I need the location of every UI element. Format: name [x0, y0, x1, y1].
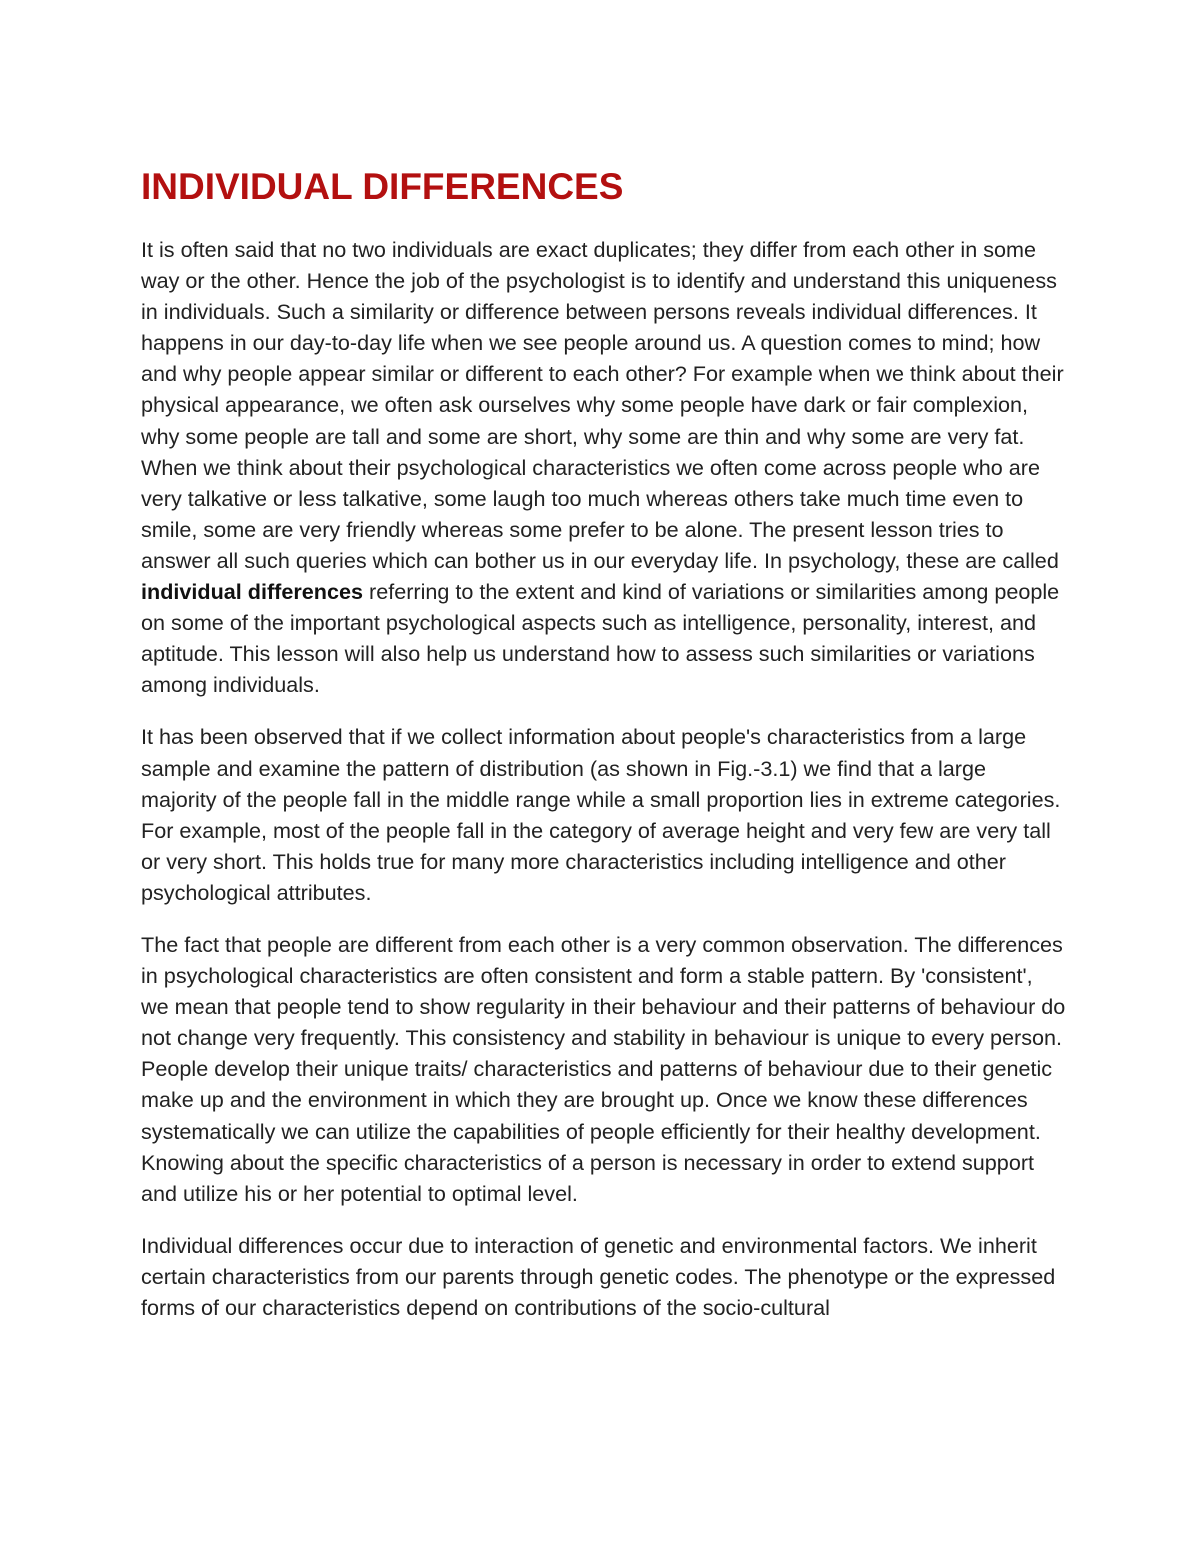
- paragraph-3: The fact that people are different from each other is a very common observation. The differences in psychological characteristics are often consistent and form a stable pattern. By 'consistent', we mean that people tend to show regularity in their behaviour and their patterns of behaviour do not change very frequently. This consistency and stability in behaviour is unique to every person. People develop their unique traits/ characteristics and patterns of behaviour due to their genetic make up and the environment in which they are brought up. Once we know these differences systematically we can utilize the capabilities of people efficiently for their healthy development. Knowing about the specific characteristics of a person is necessary in order to extend support and utilize his or her potential to optimal level.: [141, 931, 1066, 1206]
- paragraph-1-text-before: It is often said that no two individuals are exact duplicates; they differ from each other in some way or the other. Hence the job of the psychologist is to identify and understand this uniqueness in individuals. Such a similarity or difference between persons reveals individual differences. It happens in our day-to-day life when we see people around us. A question comes to mind; how and why people appear similar or different to each other? For example when we think about their physical appearance, we often ask ourselves why some people have dark or fair complexion, why some people are tall and some are short, why some are thin and why some are very fat. When we think about their psychological characteristics we often come across people who are very talkative or less talkative, some laugh too much whereas others take much time even to smile, some are very friendly whereas some prefer to be alone. The present lesson tries to answer all such queries which can bother us in our everyday life. In psychology, these are called: [141, 237, 1064, 573]
- paragraph-2: It has been observed that if we collect information about people's characteristics from a large sample and examine the pattern of distribution (as shown in Fig.-3.1) we find that a large majority of the people fall in the middle range while a small proportion lies in extreme categories. For example, most of the people fall in the category of average height and very few are very tall or very short. This holds true for many more characteristics including intelligence and other psychological attributes.: [141, 724, 1061, 905]
- paragraph-4: Individual differences occur due to interaction of genetic and environmental factors. We inherit certain characteristics from our parents through genetic codes. The phenotype or the expressed forms of our characteristics depend on contributions of the socio-cultural: [141, 1232, 1056, 1320]
- key-term-individual-differences: individual differences: [141, 579, 363, 605]
- document-body: [141, 163, 1066, 1344]
- paragraph-1-text-after: referring to the extent and kind of variations or similarities among people on some of the important psychological aspects such as intelligence, personality, interest, and aptitude. This lesson will also help us understand how to assess such similarities or variations among individuals.: [141, 579, 1060, 698]
- document-title: INDIVIDUAL DIFFERENCES: [141, 166, 624, 207]
- paragraph-1: [141, 234, 1066, 700]
